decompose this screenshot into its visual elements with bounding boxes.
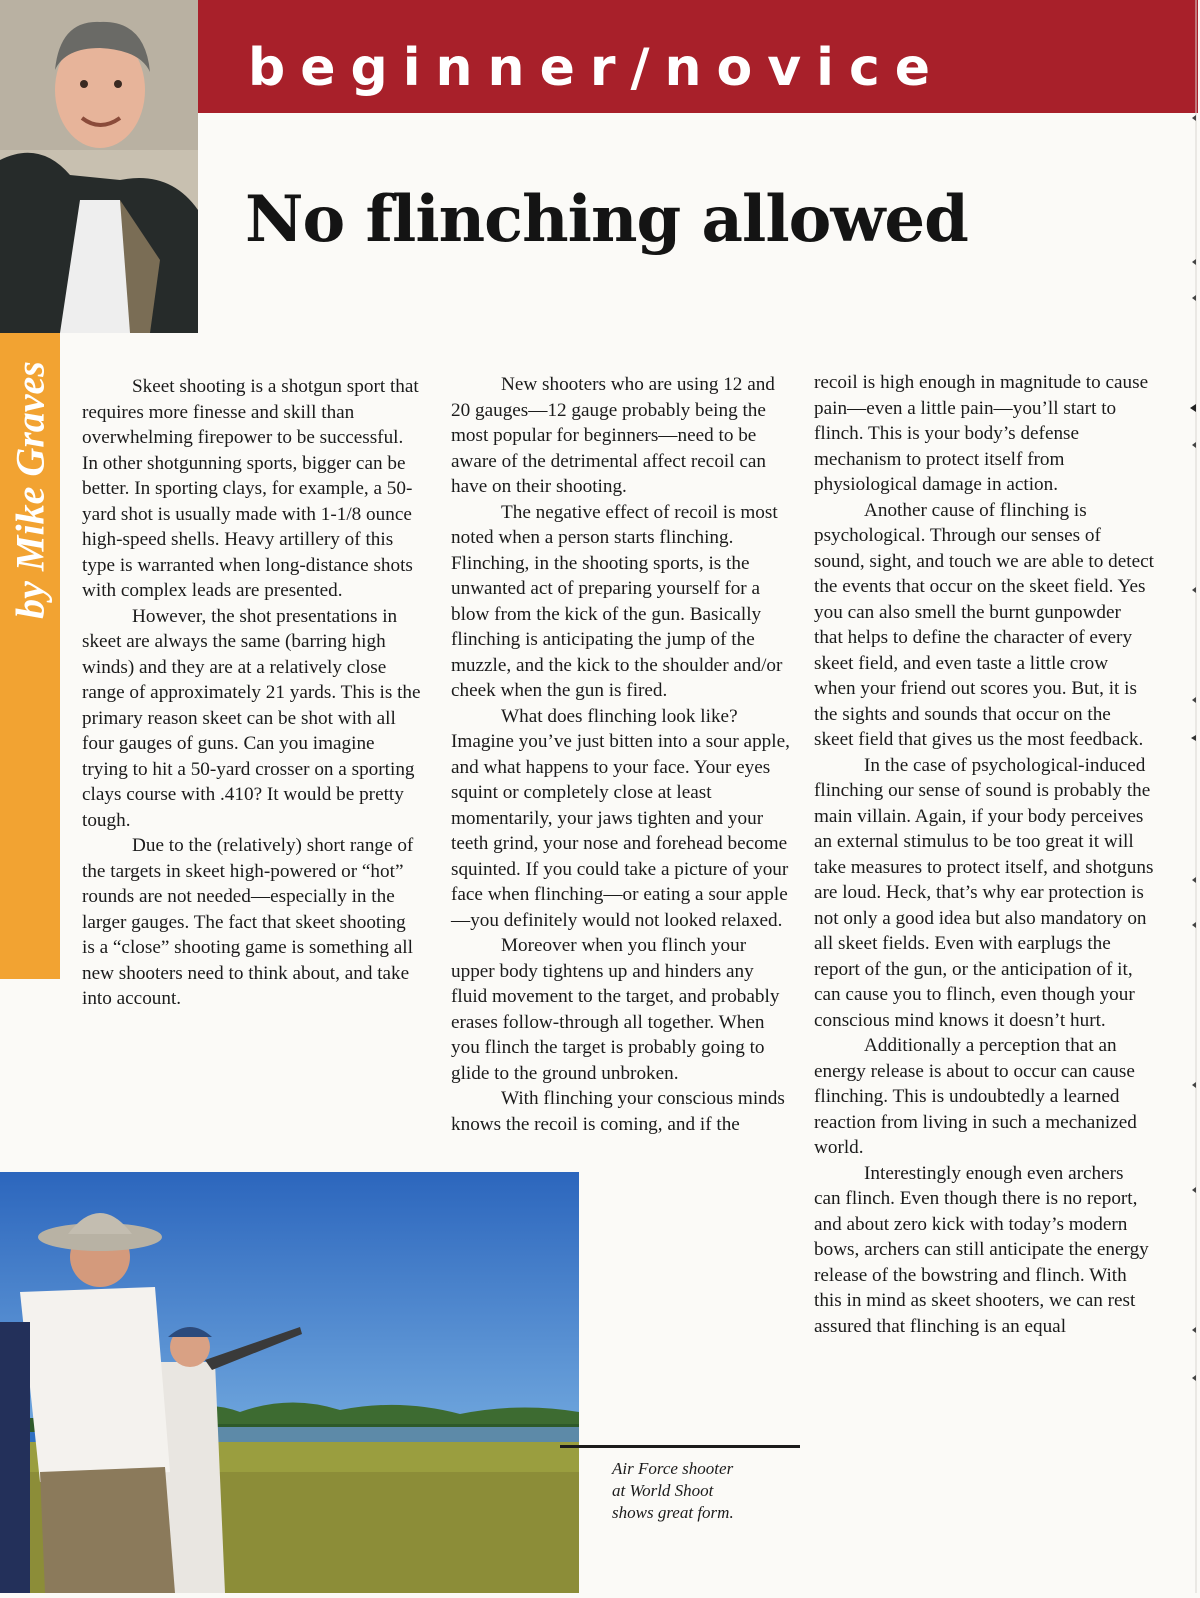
article-headline: No flinching allowed [245,182,968,257]
byline-text: by Mike Graves [7,361,53,619]
article-column-2 [451,372,791,1137]
article-column-3 [814,370,1154,1339]
paragraph: With flinching your conscious minds knows the recoil is coming, and if the [451,1088,785,1135]
paragraph: However, the shot presentations in skeet are always the same (barring high winds) and they are at a relatively close range of approximately 21 yards. This is the primary reason skeet can be shot with all four gauges of guns. Can you imagine trying to hit a 50-yard crosser on a sporting clays course with .410? It would be pretty tough. [82,605,421,831]
paragraph: In the case of psychological-induced flinching our sense of sound is probably the main villain. Again, if your body perceives an external stimulus to be too great it will take measures to protect itself, and shotguns are loud. Heck, that’s why ear protection is not only a good idea but also mandatory on all skeet fields. Even with earplugs the report of the gun, or the anticipation of it, can cause you to flinch, even though your conscious mind knows it doesn’t hurt. [814,754,1154,1031]
paragraph: Due to the (relatively) short range of the targets in skeet high-powered or “hot” rounds are not needed—especially in the larger gauges. The fact that skeet shooting is a “close” shooting game is something all new shooters need to think about, and take into account. [82,835,414,1009]
caption-rule [560,1445,800,1448]
caption-line: at World Shoot [612,1481,714,1500]
paragraph: New shooters who are using 12 and 20 gauges—12 gauge probably being the most popular for beginners—need to be aware of the detrimental affect recoil can have on their shooting. [451,374,775,497]
author-photo [0,0,198,333]
paragraph: Additionally a perception that an energy release is about to occur can cause flinching. This is undoubtedly a learned reaction from living in such a mechanized world. [814,1035,1137,1158]
caption-line: Air Force shooter [612,1459,734,1478]
article-column-1 [82,374,422,1012]
skeet-shooter-photo [0,1172,579,1593]
caption-line: shows great form. [612,1503,734,1522]
paragraph: What does flinching look like? Imagine you’ve just bitten into a sour apple, and what happens to your face. Your eyes squint or completely close at least momentarily, your jaws tighten and your teeth grind, your nose and forehead become squinted. If you could take a picture of your face when flinching—or eating a sour apple—you definitely would not looked relaxed. [451,705,790,931]
photo-caption [612,1458,802,1524]
paragraph: Another cause of flinching is psychological. Through our senses of sound, sight, and touch we are able to detect the events that occur on the skeet field. Yes you can also smell the burnt gunpowder that helps to define the character of every skeet field, and even taste a little crow when your friend out scores you. But, it is the sights and sounds that occur on the skeet field that gives us the most feedback. [814,499,1154,750]
paragraph: Interestingly enough even archers can flinch. Even though there is no report, and about zero kick with today’s modern bows, archers can still anticipate the energy release of the bowstring and flinch. With this in mind as skeet shooters, we can rest assured that flinching is an equal [814,1162,1149,1337]
section-banner [198,0,1198,113]
page-edge-marks [1182,0,1200,1593]
section-label: beginner/novice [248,38,946,98]
paragraph: Moreover when you flinch your upper body tightens up and hinders any fluid movement to the target, and probably erases follow-through all together. When you flinch the target is probably going to glide to the ground unbroken. [451,935,780,1084]
paragraph: Skeet shooting is a shotgun sport that requires more finesse and skill than overwhelming firepower to be successful. In other shotgunning sports, bigger can be better. In sporting clays, for example, a 50-yard shot is usually made with 1-1/8 ounce high-speed shells. Heavy artillery of this type is warranted when long-distance shots with complex leads are presented. [82,376,419,601]
paragraph: recoil is high enough in magnitude to cause pain—even a little pain—you’ll start to flinch. This is your body’s defense mechanism to protect itself from physiological damage in action. [814,372,1149,495]
paragraph: The negative effect of recoil is most noted when a person starts flinching. Flinching, in the shooting sports, is the unwanted act of preparing yourself for a blow from the kick of the gun. Basically flinching is anticipating the jump of the muzzle, and the kick to the shoulder and/or cheek when the gun is fired. [451,501,783,701]
